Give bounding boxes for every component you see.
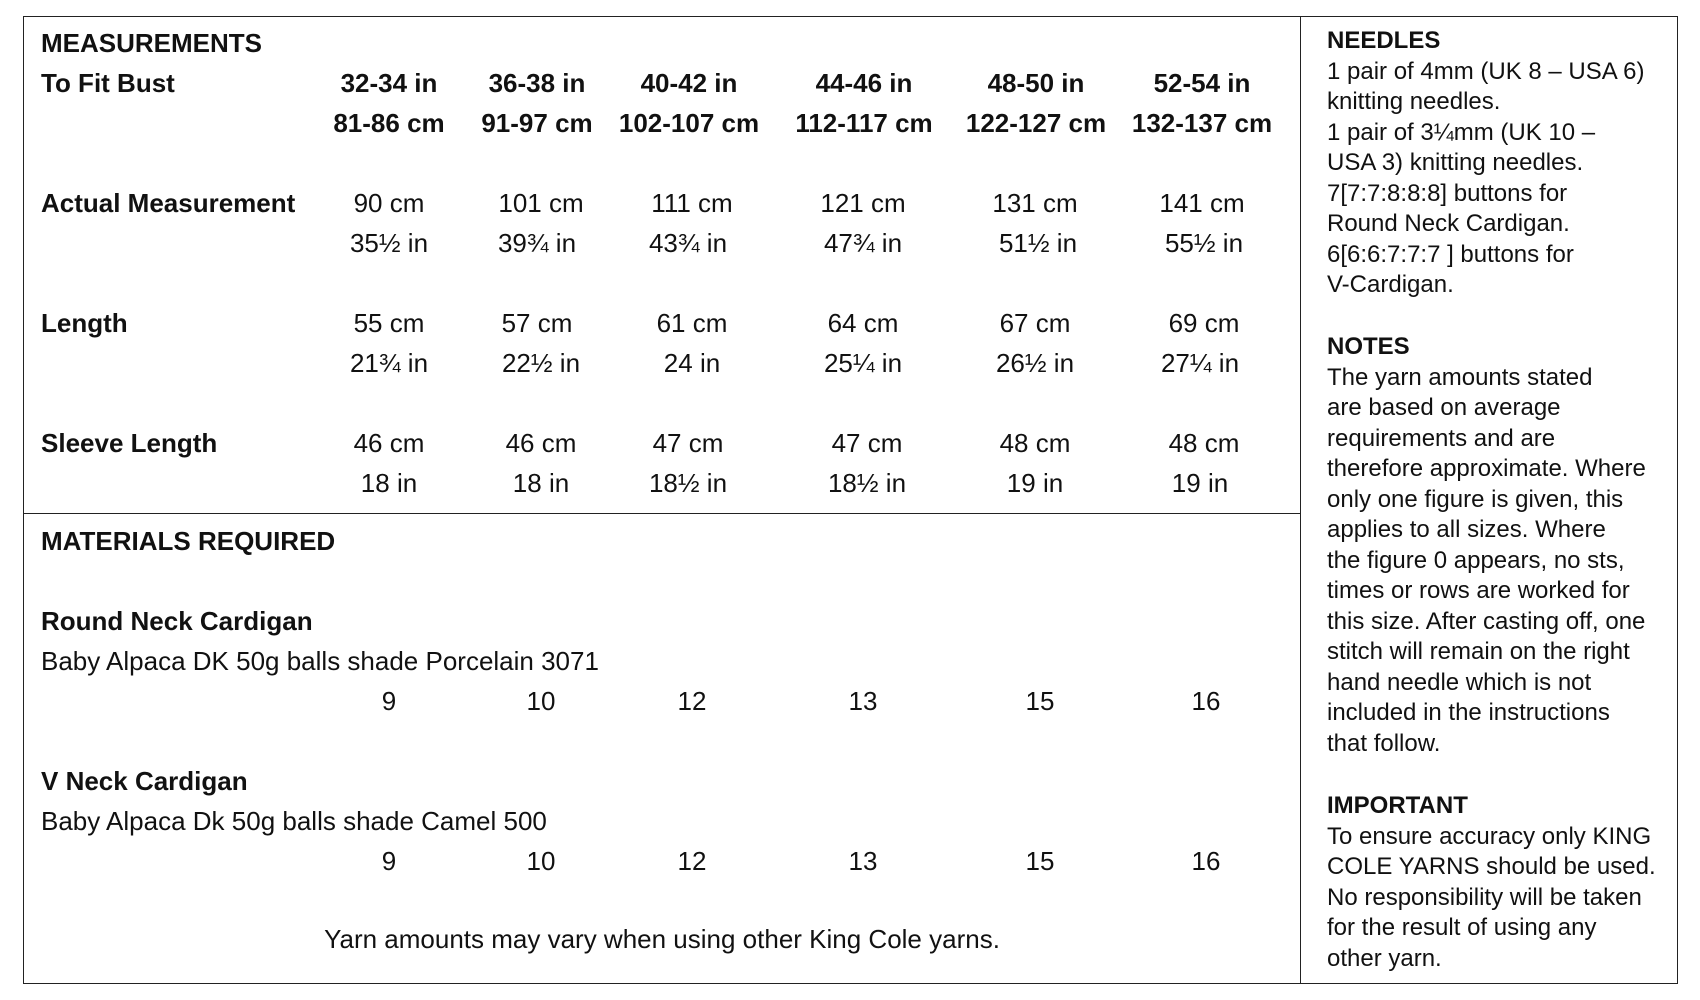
yarn-footnote: Yarn amounts may vary when using other King Cole yarns.	[324, 924, 1000, 954]
table-cell: 121 cm	[820, 188, 906, 218]
table-cell: 9	[381, 846, 397, 876]
table-cell: 27¼ in	[1160, 348, 1240, 378]
size-cm-6: 132-137 cm	[1131, 108, 1273, 138]
table-cell: 15	[1025, 846, 1055, 876]
table-cell: 141 cm	[1159, 188, 1245, 218]
table-cell: 15	[1025, 686, 1055, 716]
table-cell: 43¾ in	[648, 228, 728, 258]
table-cell: 21¾ in	[349, 348, 429, 378]
table-cell: 47 cm	[831, 428, 903, 458]
table-cell: 51½ in	[998, 228, 1078, 258]
table-cell: 12	[677, 846, 707, 876]
row-label-actual-measurement: Actual Measurement	[41, 188, 296, 218]
important-line: for the result of using any	[1327, 914, 1597, 941]
table-cell: 16	[1191, 846, 1221, 876]
row-label-length: Length	[41, 308, 128, 338]
table-cell: 39¾ in	[497, 228, 577, 258]
needles-line: 1 pair of 4mm (UK 8 – USA 6)	[1327, 57, 1645, 85]
needles-line: 6[6:6:7:7:7 ] buttons for	[1327, 240, 1574, 268]
notes-section	[1327, 332, 1677, 759]
size-cm-3: 102-107 cm	[618, 108, 760, 138]
important-section	[1327, 791, 1677, 974]
table-cell: 47¾ in	[823, 228, 903, 258]
important-line: COLE YARNS should be used.	[1327, 853, 1656, 880]
needles-line: 7[7:7:8:8:8] buttons for	[1327, 179, 1568, 207]
table-cell: 22½ in	[501, 348, 581, 378]
notes-line: hand needle which is not	[1327, 668, 1592, 696]
table-cell: 111 cm	[651, 188, 733, 218]
table-cell: 48 cm	[999, 428, 1071, 458]
table-cell: 9	[381, 686, 397, 716]
size-in-3: 40-42 in	[640, 68, 738, 98]
to-fit-bust-label: To Fit Bust	[41, 68, 175, 98]
needles-line: Round Neck Cardigan.	[1327, 210, 1570, 237]
table-cell: 46 cm	[353, 428, 425, 458]
notes-line: this size. After casting off, one	[1327, 607, 1646, 635]
needles-section	[1327, 26, 1677, 301]
v-neck-yarn: Baby Alpaca Dk 50g balls shade Camel 500	[41, 806, 547, 836]
table-cell: 55 cm	[353, 308, 425, 338]
materials-heading: MATERIALS REQUIRED	[41, 526, 336, 556]
table-cell: 35½ in	[349, 228, 429, 258]
size-in-4: 44-46 in	[815, 68, 913, 98]
table-cell: 13	[848, 686, 878, 716]
table-cell: 24 in	[663, 348, 721, 378]
notes-line: times or rows are worked for	[1327, 577, 1630, 604]
table-cell: 131 cm	[992, 188, 1078, 218]
table-cell: 55½ in	[1164, 228, 1244, 258]
notes-line: only one figure is given, this	[1327, 485, 1624, 513]
table-cell: 64 cm	[827, 308, 899, 338]
size-cm-2: 91-97 cm	[481, 108, 593, 138]
table-cell: 26½ in	[995, 348, 1075, 378]
important-line: No responsibility will be taken	[1327, 883, 1642, 911]
size-in-5: 48-50 in	[987, 68, 1085, 98]
important-heading: IMPORTANT	[1327, 792, 1468, 819]
notes-line: requirements and are	[1327, 424, 1556, 452]
size-in-2: 36-38 in	[488, 68, 586, 98]
table-cell: 101 cm	[498, 188, 584, 218]
size-in-6: 52-54 in	[1153, 68, 1251, 98]
measurements-heading: MEASUREMENTS	[41, 28, 263, 58]
table-cell: 57 cm	[501, 308, 573, 338]
needles-line: USA 3) knitting needles.	[1327, 149, 1584, 176]
table-cell: 18½ in	[827, 468, 907, 498]
table-cell: 12	[677, 686, 707, 716]
notes-line: therefore approximate. Where	[1327, 455, 1646, 482]
needles-line: 1 pair of 3¼mm (UK 10 –	[1327, 118, 1596, 146]
table-cell: 67 cm	[999, 308, 1071, 338]
table-cell: 18 in	[360, 468, 418, 498]
size-in-1: 32-34 in	[340, 68, 438, 98]
notes-line: included in the instructions	[1327, 699, 1610, 726]
important-line: other yarn.	[1327, 944, 1442, 972]
table-cell: 46 cm	[505, 428, 577, 458]
notes-line: the figure 0 appears, no sts,	[1327, 546, 1625, 574]
table-cell: 16	[1191, 686, 1221, 716]
needles-heading: NEEDLES	[1327, 27, 1441, 54]
table-cell: 90 cm	[353, 188, 425, 218]
table-cell: 47 cm	[652, 428, 724, 458]
table-cell: 18 in	[512, 468, 570, 498]
size-cm-1: 81-86 cm	[333, 108, 445, 138]
table-cell: 18½ in	[648, 468, 728, 498]
notes-line: The yarn amounts stated	[1327, 363, 1593, 391]
needles-line: knitting needles.	[1327, 88, 1501, 115]
section-divider	[23, 513, 1300, 514]
notes-line: stitch will remain on the right	[1327, 638, 1630, 665]
table-cell: 19 in	[1171, 468, 1229, 498]
size-cm-4: 112-117 cm	[795, 108, 933, 138]
table-cell: 19 in	[1006, 468, 1064, 498]
important-line: To ensure accuracy only KING	[1327, 822, 1652, 850]
needles-line: V-Cardigan.	[1327, 271, 1454, 298]
notes-line: are based on average	[1327, 394, 1561, 421]
table-cell: 13	[848, 846, 878, 876]
size-cm-5: 122-127 cm	[965, 108, 1107, 138]
table-cell: 69 cm	[1168, 308, 1240, 338]
column-divider	[1300, 16, 1301, 984]
notes-heading: NOTES	[1327, 333, 1410, 360]
table-cell: 25¼ in	[823, 348, 903, 378]
v-neck-title: V Neck Cardigan	[41, 766, 248, 796]
table-cell: 48 cm	[1168, 428, 1240, 458]
table-cell: 61 cm	[656, 308, 728, 338]
notes-line: that follow.	[1327, 729, 1441, 757]
table-cell: 10	[526, 686, 556, 716]
notes-line: applies to all sizes. Where	[1327, 516, 1606, 543]
round-neck-yarn: Baby Alpaca DK 50g balls shade Porcelain 3071	[41, 646, 599, 676]
table-cell: 10	[526, 846, 556, 876]
round-neck-title: Round Neck Cardigan	[41, 606, 313, 636]
row-label-sleeve-length: Sleeve Length	[41, 428, 218, 458]
